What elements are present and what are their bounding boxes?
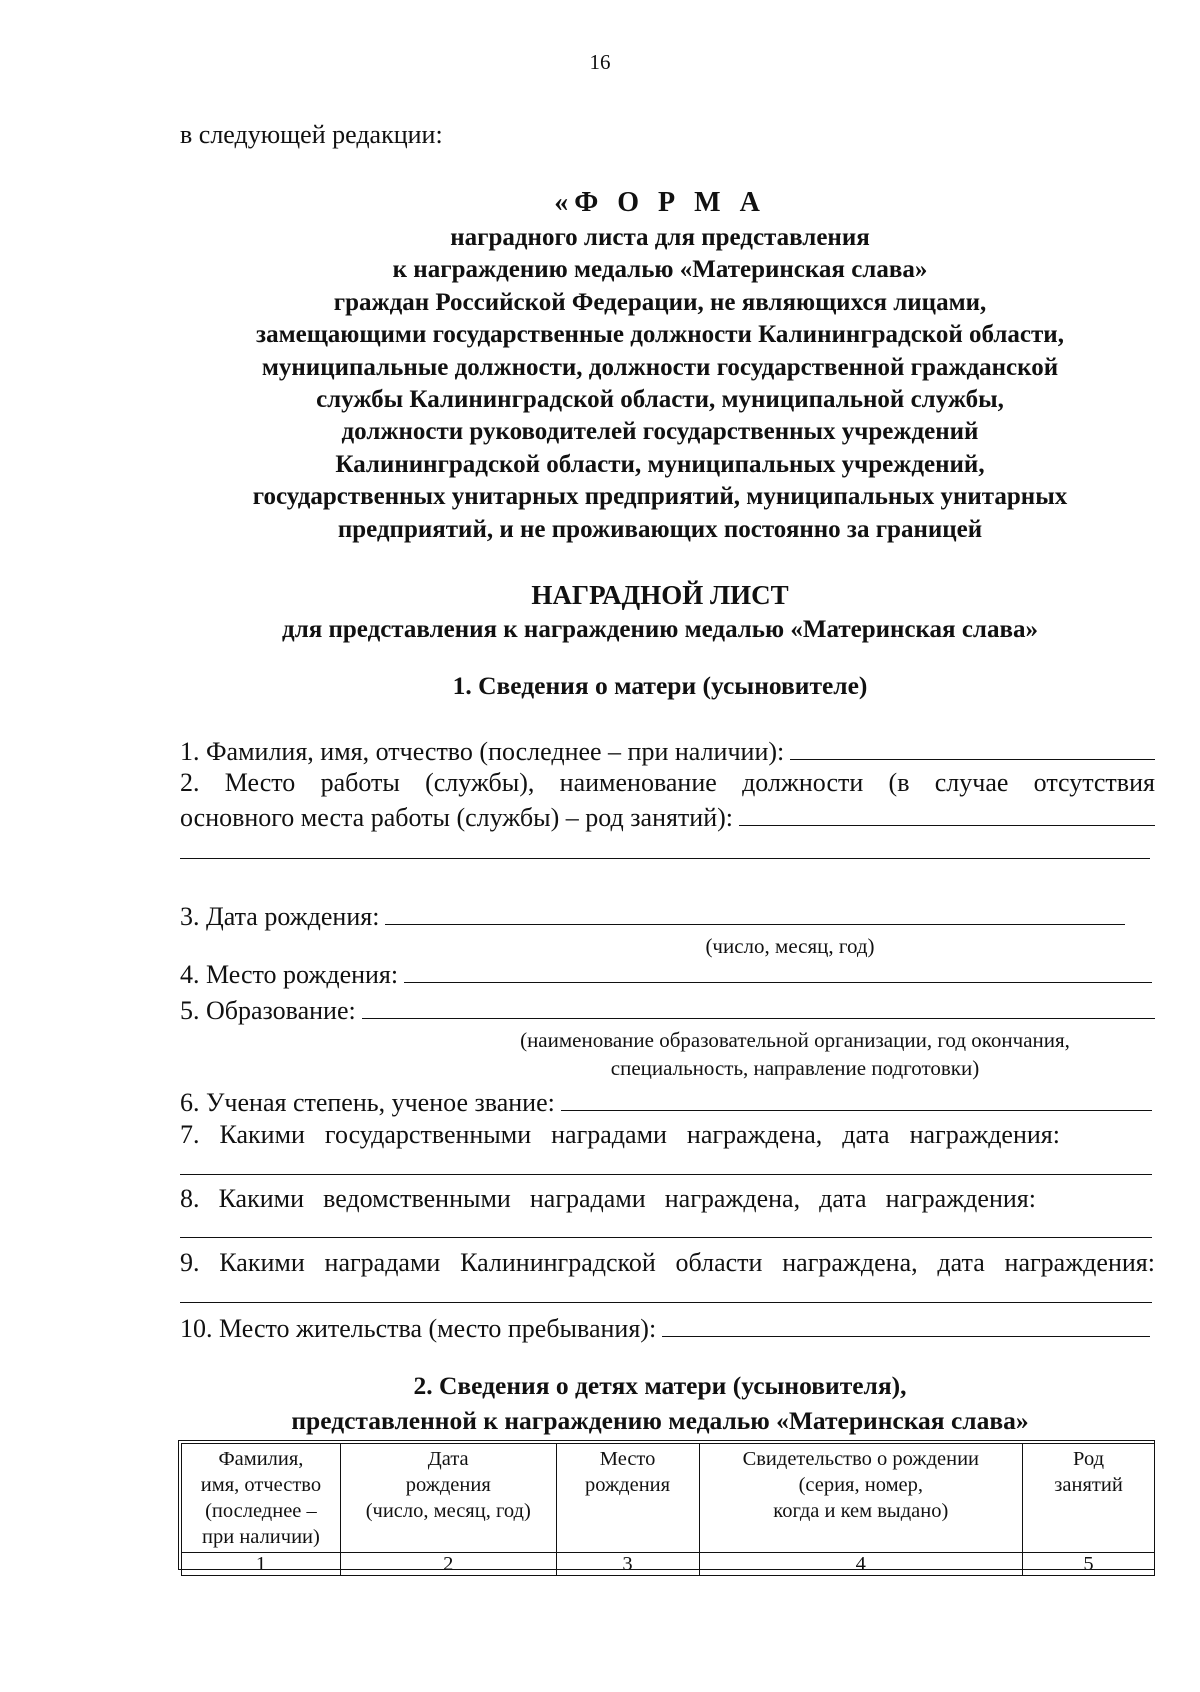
regional-awards-blank[interactable]	[180, 1302, 1152, 1303]
field-word: награждена,	[782, 1248, 918, 1277]
field-word: дата	[842, 1120, 890, 1149]
column-number: 2	[340, 1553, 556, 1576]
field-label: основного места работы (службы) – род занятий):	[180, 803, 734, 832]
birth-date-hint: (число, месяц, год)	[705, 934, 875, 958]
field-word: наградами	[551, 1120, 667, 1149]
field-word: Место	[224, 768, 296, 797]
education-hint-2: специальность, направление подготовки)	[610, 1056, 980, 1080]
field-word: дата	[819, 1184, 867, 1213]
workplace-blank[interactable]	[739, 801, 1155, 826]
field-workplace-line2	[180, 801, 1155, 833]
intro-text: в следующей редакции:	[180, 120, 443, 149]
field-word: наградами	[324, 1248, 441, 1277]
field-full-name	[180, 735, 1155, 767]
field-word: государственными	[324, 1120, 532, 1149]
residence-blank[interactable]	[662, 1312, 1150, 1337]
field-word: 9.	[180, 1248, 200, 1277]
field-label: 4. Место рождения:	[180, 960, 399, 989]
form-title-line: предприятий, и не проживающих постоянно за границей	[337, 515, 983, 543]
table-number-row	[182, 1553, 1155, 1576]
field-departmental-awards	[180, 1184, 1036, 1214]
field-word: награждения:	[909, 1120, 1060, 1149]
header-cell-occupation: Род занятий	[1023, 1444, 1155, 1553]
field-birth-place	[180, 958, 1152, 990]
workplace-extra-blank[interactable]	[180, 858, 1150, 859]
field-regional-awards	[180, 1248, 1155, 1278]
field-label: 6. Ученая степень, ученое звание:	[180, 1088, 555, 1117]
field-degree	[180, 1086, 1152, 1118]
header-cell-name: Фамилия, имя, отчество (последнее – при наличии)	[182, 1444, 341, 1553]
field-word: Какими	[219, 1248, 305, 1277]
form-title-line: к награждению медалью «Материнская слава»	[392, 256, 928, 284]
field-word: награждения:	[1004, 1248, 1155, 1277]
field-word: области	[675, 1248, 763, 1277]
education-hint-1: (наименование образовательной организации, год окончания,	[520, 1028, 1070, 1052]
header-cell-birth-place: Место рождения	[556, 1444, 699, 1553]
form-title-line: службы Калининградской области, муниципальной службы,	[316, 386, 1004, 414]
column-number: 3	[556, 1553, 699, 1576]
form-title-line: государственных унитарных предприятий, муниципальных унитарных	[252, 483, 1068, 511]
field-label: 3. Дата рождения:	[180, 902, 380, 931]
form-heading: «Ф О Р М А	[554, 187, 766, 218]
field-word: (службы),	[425, 768, 535, 797]
field-word: наименование	[559, 768, 717, 797]
field-word: награждения:	[885, 1184, 1036, 1213]
birth-date-blank[interactable]	[385, 900, 1125, 925]
field-word: работы	[320, 768, 400, 797]
education-blank[interactable]	[362, 994, 1155, 1019]
departmental-awards-blank[interactable]	[180, 1237, 1152, 1238]
sheet-subtitle: для представления к награждению медалью «Материнская слава»	[282, 616, 1038, 643]
section2-title-line: представленной к награждению медалью «Материнская слава»	[291, 1406, 1029, 1435]
field-word: 8.	[180, 1184, 200, 1213]
field-word: ведомственными	[323, 1184, 511, 1213]
field-state-awards	[180, 1120, 1060, 1150]
header-cell-birth-date: Дата рождения (число, месяц, год)	[340, 1444, 556, 1553]
field-word: Какими	[219, 1120, 305, 1149]
field-word: должности	[742, 768, 864, 797]
form-title-line: Калининградской области, муниципальных учреждений,	[335, 450, 985, 478]
field-workplace-line1	[180, 768, 1155, 798]
header-cell-birth-certificate: Свидетельство о рождении (серия, номер, когда и кем выдано)	[699, 1444, 1023, 1553]
state-awards-blank[interactable]	[180, 1174, 1152, 1175]
field-word: Какими	[218, 1184, 305, 1213]
field-label: 5. Образование:	[180, 996, 356, 1025]
field-education	[180, 994, 1155, 1026]
form-title-line: замещающими государственные должности Калининградской области,	[256, 321, 1064, 349]
form-title	[150, 222, 1170, 546]
form-title-line: граждан Российской Федерации, не являющихся лицами,	[333, 288, 987, 316]
field-word: 2.	[180, 768, 200, 797]
form-title-line: наградного листа для представления	[450, 224, 870, 251]
sheet-title: НАГРАДНОЙ ЛИСТ	[531, 580, 789, 610]
page-number: 16	[589, 50, 611, 74]
birth-place-blank[interactable]	[404, 958, 1152, 983]
column-number: 5	[1023, 1553, 1155, 1576]
field-word: дата	[937, 1248, 985, 1277]
field-word: отсутствия	[1033, 768, 1155, 797]
column-number: 1	[182, 1553, 341, 1576]
field-birth-date	[180, 900, 1125, 932]
children-table	[181, 1443, 1155, 1576]
form-title-line: муниципальные должности, должности государственной гражданской	[261, 353, 1059, 381]
section2-title-line: 2. Сведения о детях матери (усыновителя),	[413, 1371, 907, 1400]
field-word: (в	[888, 768, 910, 797]
field-word: 7.	[180, 1120, 200, 1149]
field-word: награждена,	[664, 1184, 801, 1213]
field-word: случае	[934, 768, 1009, 797]
section1-title: 1. Сведения о матери (усыновителе)	[452, 671, 868, 700]
form-title-line: должности руководителей государственных учреждений	[341, 418, 979, 446]
degree-blank[interactable]	[561, 1086, 1152, 1111]
column-number: 4	[699, 1553, 1023, 1576]
field-word: Калининградской	[460, 1248, 656, 1277]
field-residence	[180, 1312, 1150, 1344]
table-header-row	[182, 1444, 1155, 1553]
field-label: 1. Фамилия, имя, отчество (последнее – при наличии):	[180, 737, 785, 766]
field-label: 10. Место жительства (место пребывания):	[180, 1314, 657, 1343]
field-word: награждена,	[686, 1120, 823, 1149]
section2-title	[150, 1368, 1170, 1438]
field-word: наградами	[529, 1184, 646, 1213]
full-name-blank[interactable]	[790, 735, 1155, 760]
